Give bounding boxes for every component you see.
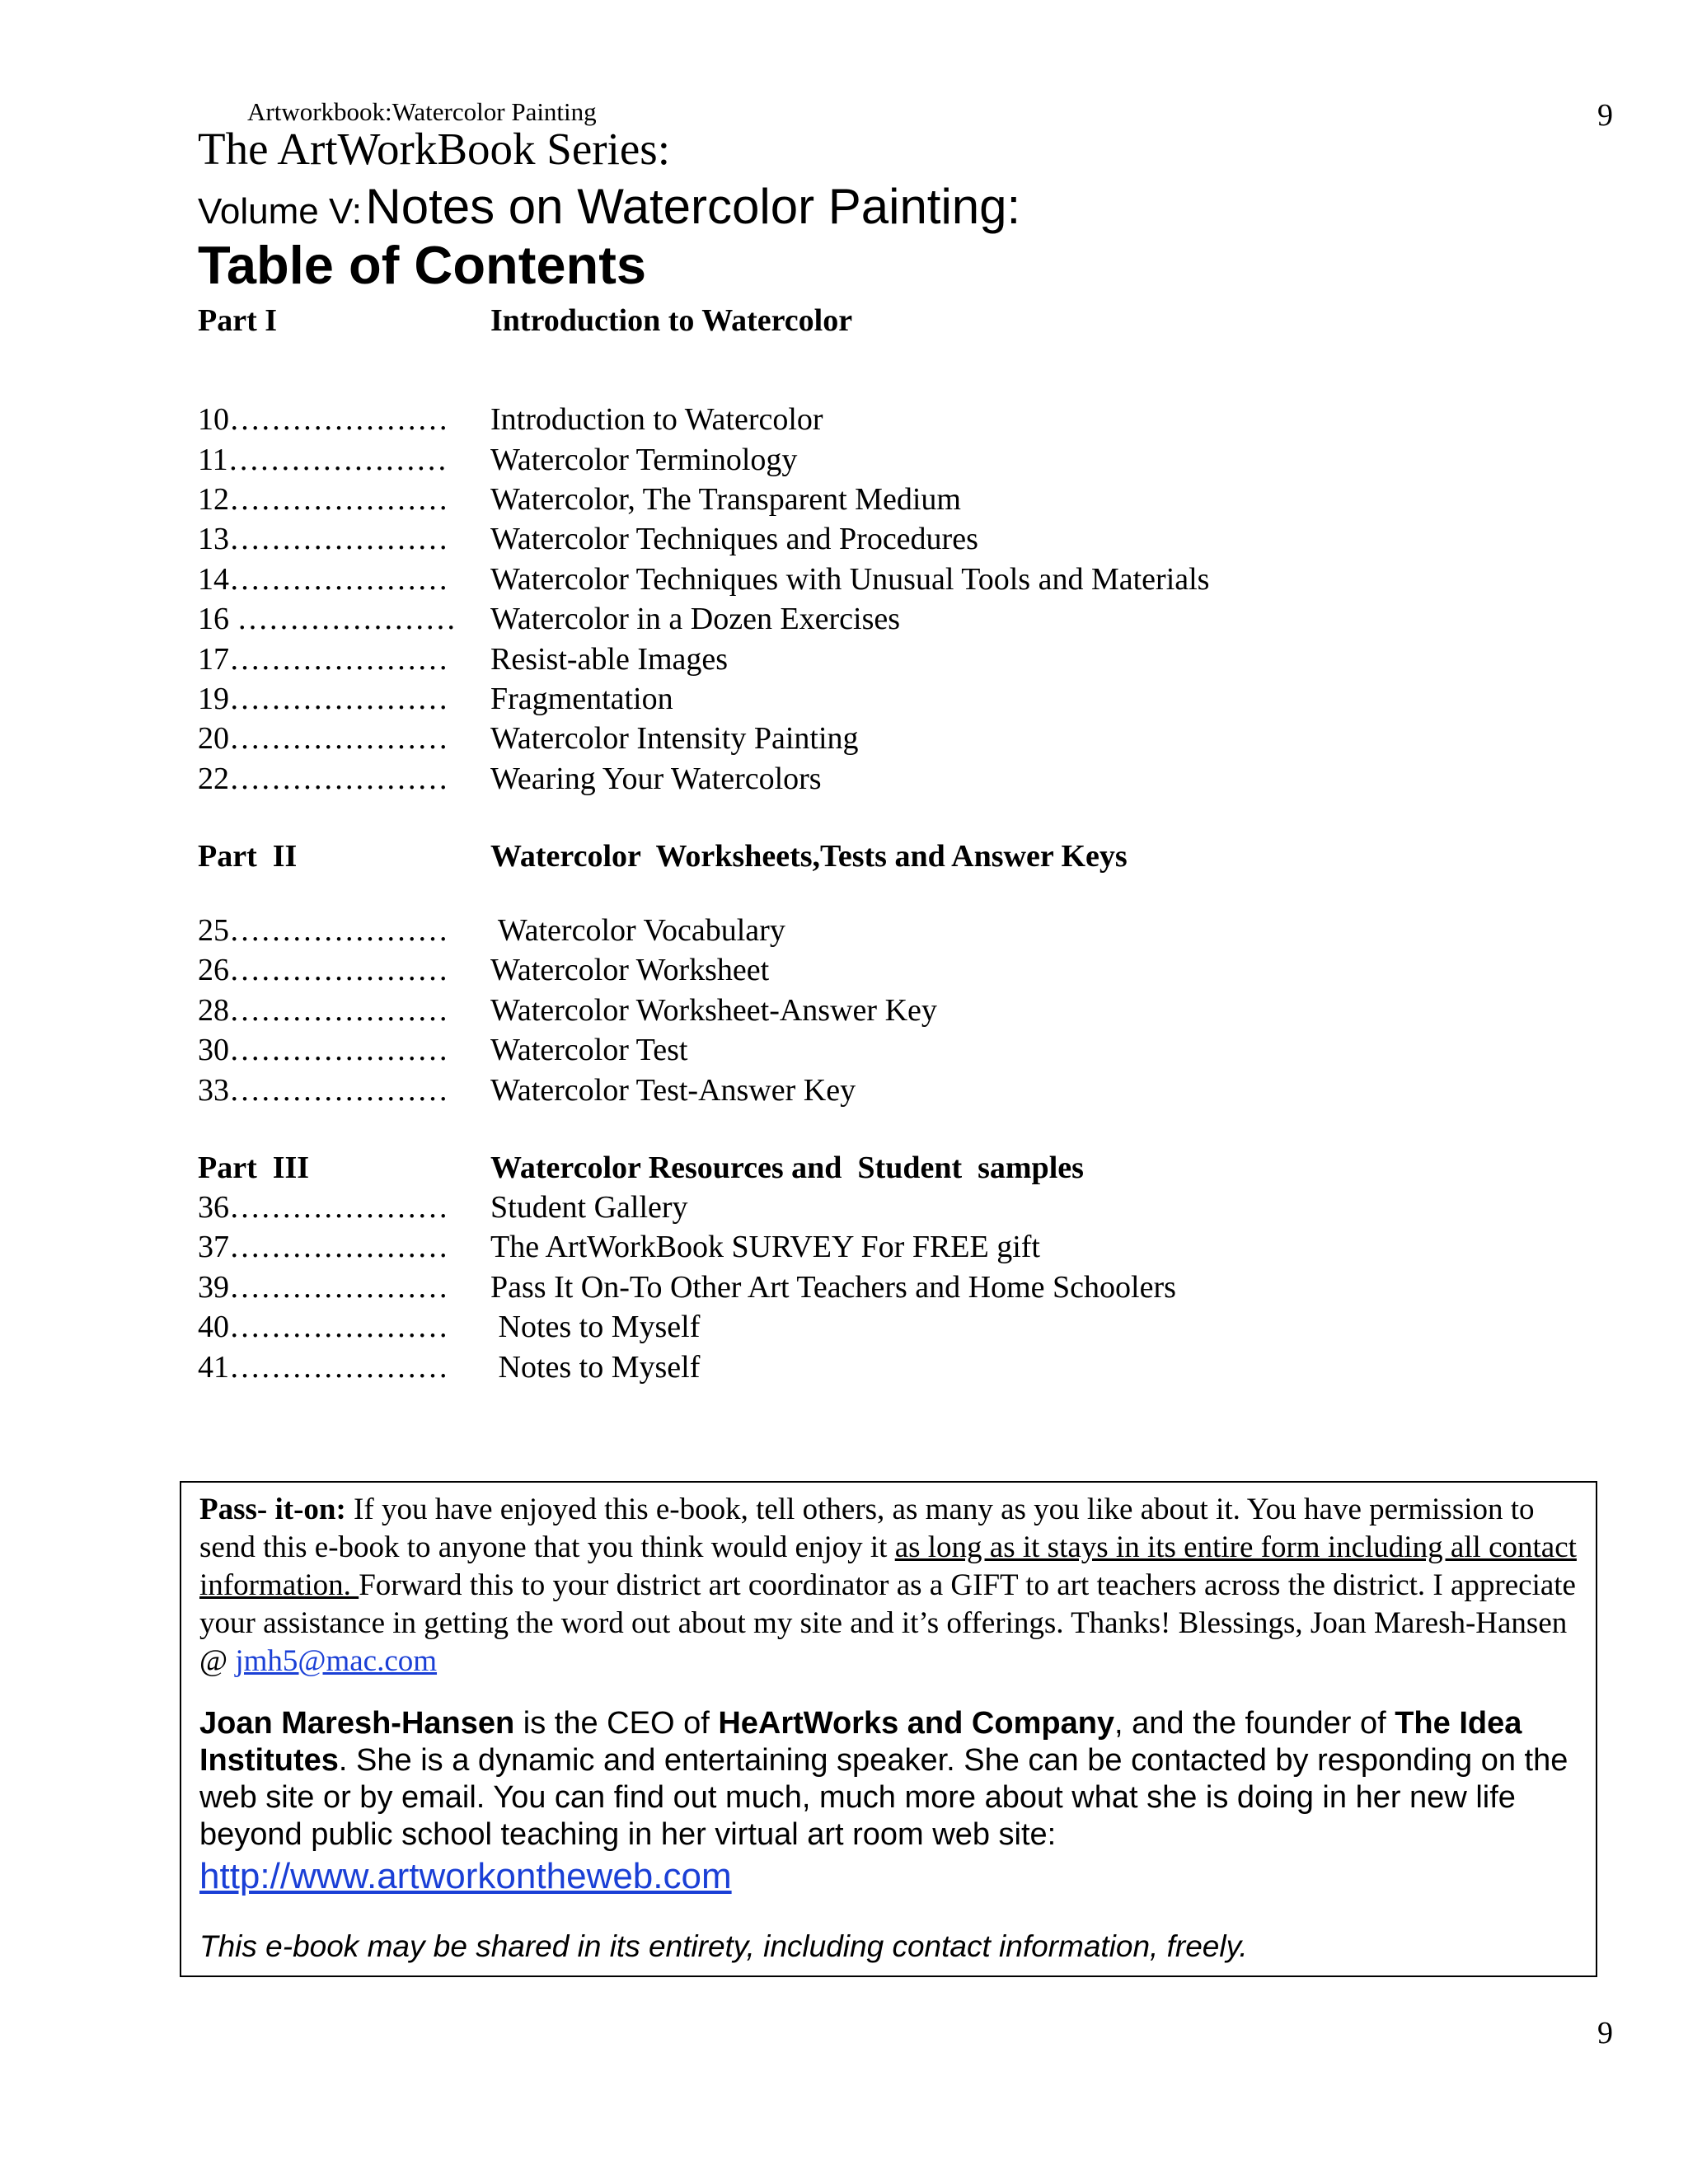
bio-institute: The Idea Institutes [199, 1706, 1522, 1778]
running-header: Artworkbook:Watercolor Painting [247, 97, 597, 126]
volume-line [198, 180, 1020, 234]
toc-entry [198, 480, 1434, 519]
website-link[interactable]: http://www.artworkontheweb.com [199, 1856, 732, 1896]
toc-title: Watercolor Intensity Painting [490, 721, 859, 757]
volume-title: Notes on Watercolor Painting: [365, 179, 1021, 234]
toc-page: 26………………… [198, 953, 448, 988]
toc-page: 36………………… [198, 1190, 448, 1226]
toc-entry [198, 679, 1434, 719]
toc-page: 20………………… [198, 721, 448, 757]
toc-page: 28………………… [198, 992, 448, 1028]
toc-title: Pass It On-To Other Art Teachers and Home Schoolers [490, 1269, 1176, 1305]
toc-title: Resist-able Images [490, 641, 729, 677]
part-title: Watercolor Resources and Student samples [490, 1150, 1084, 1185]
toc-title: Notes to Myself [490, 1349, 701, 1385]
toc-heading: Table of Contents [198, 235, 647, 295]
volume-label: Volume V: [198, 191, 362, 232]
bio-text-3: . She is a dynamic and entertaining speaker. She can be contacted by responding on the web site or by email. You can find out much, much more about what she is doing in her new life beyond public school teaching in her virtual art room web site: [199, 1743, 1568, 1852]
toc-entry [198, 719, 1434, 758]
toc-page: 33………………… [198, 1072, 448, 1108]
toc-title: Watercolor Techniques and Procedures [490, 522, 978, 557]
toc-title: Notes to Myself [490, 1310, 701, 1345]
part-title: Watercolor Worksheets,Tests and Answer Keys [490, 838, 1128, 874]
pass-it-on-box [180, 1481, 1597, 1977]
toc-entry [198, 911, 1434, 950]
page-number-top: 9 [1597, 98, 1613, 133]
part-label: Part III [198, 1150, 310, 1185]
toc-title: Introduction to Watercolor [490, 402, 823, 438]
toc-title: Watercolor Worksheet-Answer Key [490, 992, 937, 1028]
toc-page: 37………………… [198, 1230, 448, 1265]
toc-title: Watercolor Terminology [490, 442, 798, 477]
toc-entry [198, 991, 1434, 1030]
toc-page: 22………………… [198, 761, 448, 796]
toc-entry [198, 1227, 1434, 1267]
toc-page: 10………………… [198, 402, 448, 438]
toc-page: 13………………… [198, 522, 448, 557]
toc-title: Watercolor Vocabulary [490, 913, 785, 949]
pass-it-on-text-1: If you have enjoyed this e-book, tell others, as many as you like about it. You have permission to send this e-book to anyone that you think would enjoy it [199, 1493, 1535, 1564]
bio-company: HeArtWorks and Company [718, 1706, 1115, 1741]
toc-entry [198, 1268, 1434, 1307]
pass-it-on-label: Pass- it-on: [199, 1493, 346, 1526]
page-number-bottom: 9 [1597, 2016, 1613, 2050]
bio-text-2: , and the founder of [1114, 1706, 1395, 1741]
part-label: Part II [198, 838, 298, 874]
bio-name: Joan Maresh-Hansen [199, 1706, 515, 1741]
series-title: The ArtWorkBook Series: [198, 124, 670, 174]
freely-note: This e-book may be shared in its entirety, including contact information, freely. [199, 1929, 1248, 1963]
toc-title: The ArtWorkBook SURVEY For FREE gift [490, 1230, 1040, 1265]
bio-paragraph [199, 1705, 1579, 1854]
toc-page: 30………………… [198, 1033, 448, 1068]
part-label: Part I [198, 303, 278, 338]
part-heading [198, 1148, 1434, 1188]
toc-page: 19………………… [198, 681, 448, 716]
toc-title: Watercolor Test-Answer Key [490, 1072, 856, 1108]
toc-entry [198, 1347, 1434, 1386]
toc-entry [198, 639, 1434, 678]
toc-title: Watercolor, The Transparent Medium [490, 481, 961, 517]
pass-it-on-underlined: as long as it stays in its entire form including all contact information. [199, 1530, 1577, 1602]
toc-entry [198, 400, 1434, 439]
toc-entry [198, 439, 1434, 479]
table-of-contents [198, 301, 1434, 1387]
toc-page: 41………………… [198, 1349, 448, 1385]
toc-entry [198, 1188, 1434, 1227]
toc-entry [198, 519, 1434, 559]
bio-text-1: is the CEO of [514, 1706, 719, 1741]
toc-title: Fragmentation [490, 681, 673, 716]
toc-entry [198, 1030, 1434, 1070]
toc-page: 39………………… [198, 1269, 448, 1305]
toc-entry [198, 560, 1434, 599]
pass-it-on-text-2: Forward this to your district art coordinator as a GIFT to art teachers across the district. I appreciate your assistance in getting the word out about my site and it’s offerings. Thanks! Blessings, Joan Maresh-Hansen @ [199, 1568, 1576, 1678]
toc-title: Watercolor in a Dozen Exercises [490, 602, 901, 637]
email-link[interactable]: jmh5@mac.com [235, 1644, 438, 1678]
part-heading [198, 837, 1434, 876]
part-title: Introduction to Watercolor [490, 303, 853, 338]
toc-page: 12………………… [198, 481, 448, 517]
toc-page: 14………………… [198, 561, 448, 597]
toc-entry [198, 1070, 1434, 1109]
pass-it-on-paragraph [199, 1491, 1579, 1680]
toc-page: 11………………… [198, 442, 448, 477]
toc-title: Student Gallery [490, 1190, 688, 1226]
toc-title: Wearing Your Watercolors [490, 761, 822, 796]
toc-title: Watercolor Techniques with Unusual Tools and Materials [490, 561, 1210, 597]
toc-page: 17………………… [198, 641, 448, 677]
toc-page: 40………………… [198, 1310, 448, 1345]
toc-page: 16 ………………… [198, 602, 457, 637]
toc-page: 25………………… [198, 913, 448, 949]
toc-entry [198, 950, 1434, 990]
toc-title: Watercolor Test [490, 1033, 688, 1068]
toc-entry [198, 1307, 1434, 1347]
part-heading [198, 301, 1434, 340]
toc-entry [198, 759, 1434, 799]
toc-title: Watercolor Worksheet [490, 953, 770, 988]
website-line [199, 1854, 1579, 1900]
toc-entry [198, 599, 1434, 639]
